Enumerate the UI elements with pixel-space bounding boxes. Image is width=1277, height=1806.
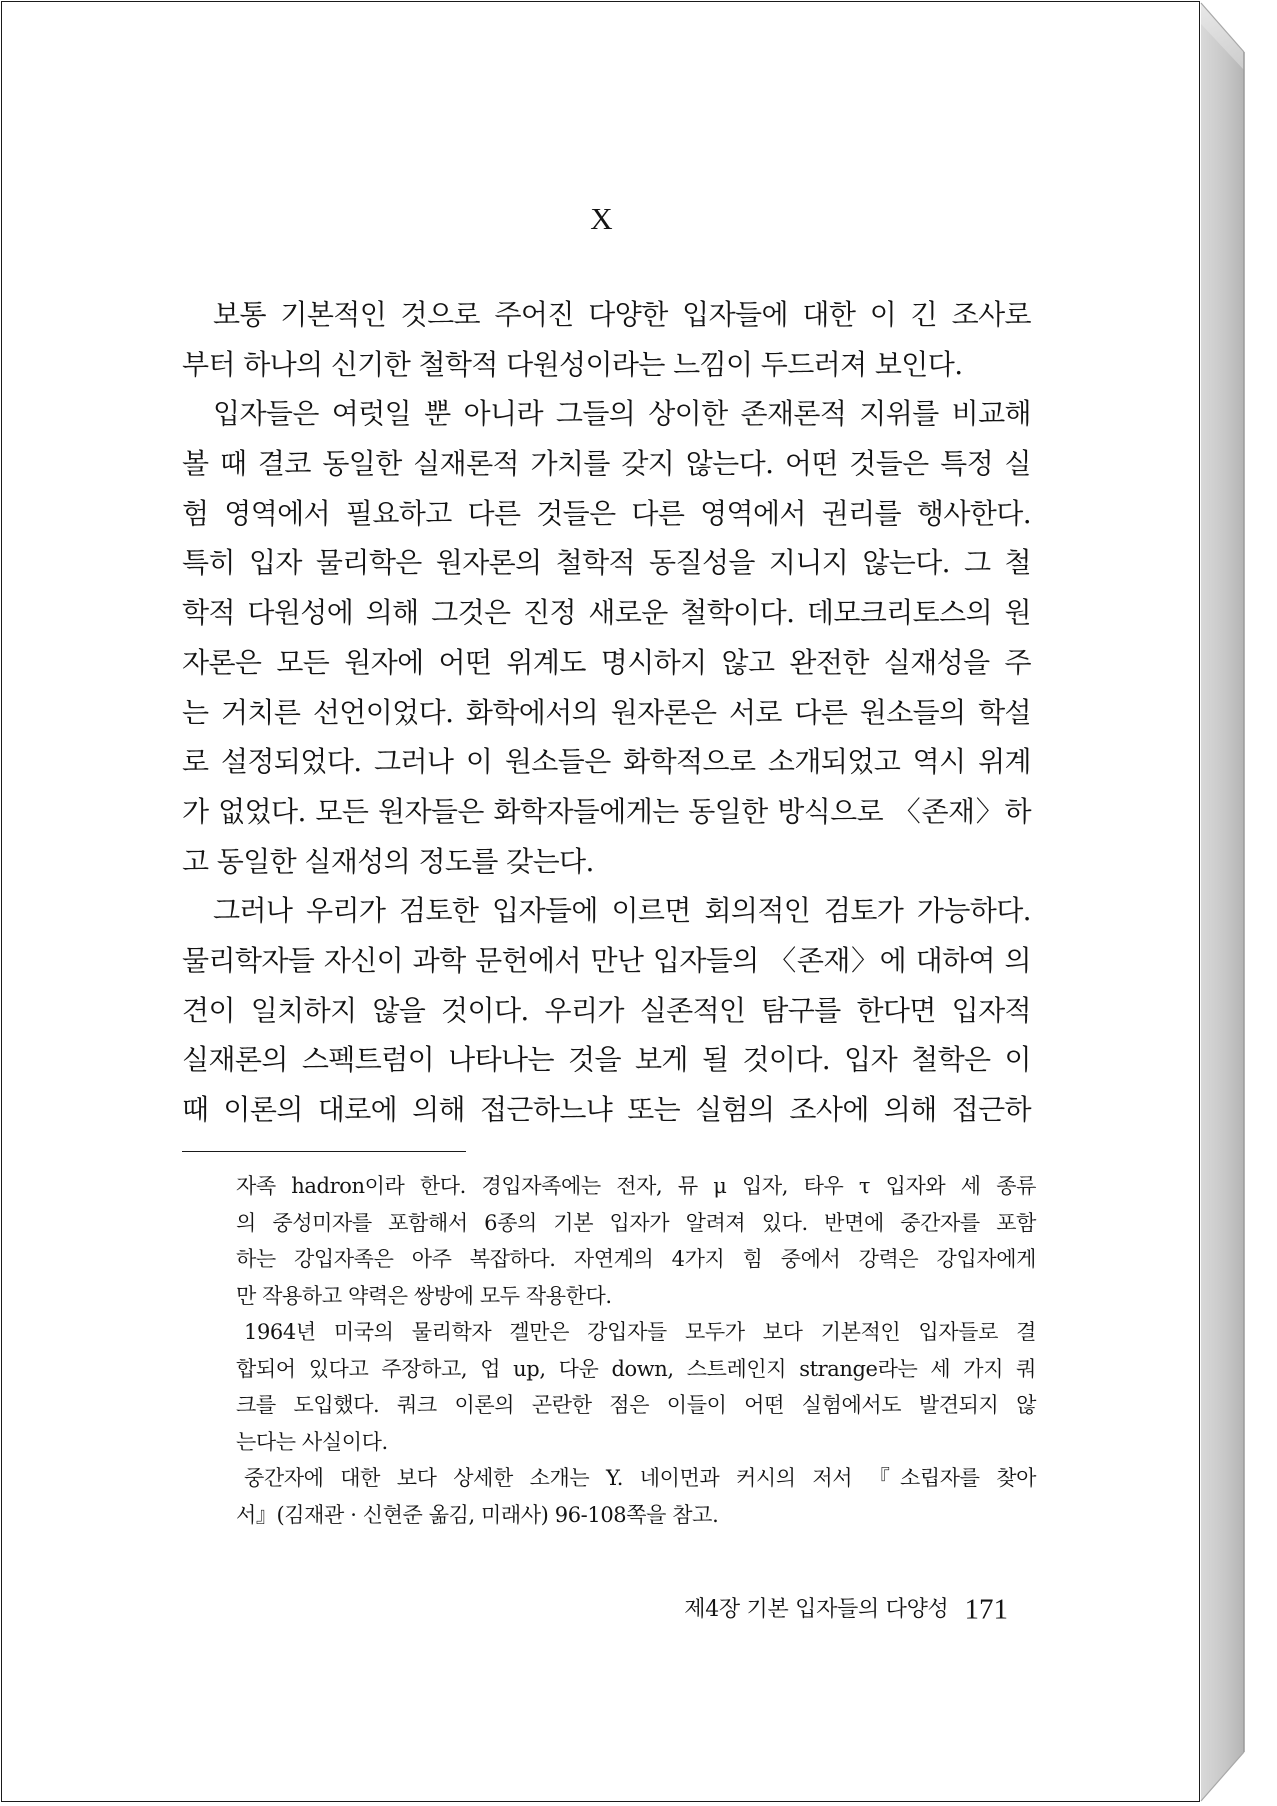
text-line: 험 영역에서 필요하고 다른 것들은 다른 영역에서 권리를 행사한다.: [182, 496, 1031, 530]
text-line: 볼 때 결코 동일한 실재론적 가치를 갖지 않는다. 어떤 것들은 특정 실: [182, 447, 1031, 481]
text-line: 때 이론의 대로에 의해 접근하느냐 또는 실험의 조사에 의해 접근하: [182, 1093, 1031, 1126]
paragraph: [182, 389, 1031, 886]
footnote-line: 의 중성미자를 포함해서 6종의 기본 입자가 알려져 있다. 반면에 중간자를 포함: [236, 1210, 1036, 1235]
text-line: 고 동일한 실재성의 정도를 갖는다.: [182, 844, 594, 878]
text-line: 가 없었다. 모든 원자들은 화학자들에게는 동일한 방식으로 〈존재〉하: [182, 794, 1031, 828]
text-line: 자론은 모든 원자에 어떤 위계도 명시하지 않고 완전한 실재성을 주: [182, 645, 1031, 679]
footnote: [236, 1314, 1036, 1460]
body-text: [182, 290, 1031, 1135]
footnotes: [236, 1168, 1036, 1533]
footnote: [236, 1168, 1036, 1314]
page-edge-top: [1201, 3, 1244, 70]
footnote-line: 만 작용하고 약력은 쌍방에 모두 작용한다.: [236, 1283, 612, 1308]
footnote-line: 합되어 있다고 주장하고, 업 up, 다운 down, 스트레인지 strange라는 세 가지 쿼: [236, 1356, 1036, 1381]
footnote-line: 자족 hadron이라 한다. 경입자족에는 전자, 뮤 μ 입자, 타우 τ 입자와 세 종류: [236, 1174, 1036, 1198]
footnote-line: 서』(김재관 · 신현준 옮김, 미래사) 96-108쪽을 참고.: [236, 1502, 719, 1527]
footnote-divider: [182, 1151, 466, 1152]
text-line: 학적 다원성에 의해 그것은 진정 새로운 철학이다. 데모크리토스의 원: [182, 596, 1031, 630]
page-edge-side: [1201, 3, 1244, 1801]
text-line: 입자들은 여럿일 뿐 아니라 그들의 상이한 존재론적 지위를 비교해: [213, 397, 1031, 431]
paragraph: [182, 886, 1031, 1134]
text-line: 견이 일치하지 않을 것이다. 우리가 실존적인 탐구를 한다면 입자적: [182, 993, 1031, 1027]
section-number: X: [590, 201, 613, 236]
footnote-line: 크를 도입했다. 쿼크 이론의 곤란한 점은 이들이 어떤 실험에서도 발견되지 않: [236, 1393, 1036, 1417]
text-line: 부터 하나의 신기한 철학적 다원성이라는 느낌이 두드러져 보인다.: [182, 347, 963, 381]
text-line: 보통 기본적인 것으로 주어진 다양한 입자들에 대한 이 긴 조사로: [213, 298, 1031, 331]
page-number: 171: [964, 1593, 1008, 1626]
footnote-line: 하는 강입자족은 아주 복잡하다. 자연계의 4가지 힘 중에서 강력은 강입자에게: [236, 1247, 1036, 1271]
footnote: [236, 1460, 1036, 1533]
text-line: 그러나 우리가 검토한 입자들에 이르면 회의적인 검토가 가능하다.: [213, 894, 1031, 928]
text-line: 는 거치른 선언이었다. 화학에서의 원자론은 서로 다른 원소들의 학설: [182, 695, 1031, 729]
text-line: 로 설정되었다. 그러나 이 원소들은 화학적으로 소개되었고 역시 위계: [182, 745, 1031, 779]
footnote-line: 는다는 사실이다.: [236, 1429, 388, 1454]
footnote-line: 중간자에 대한 보다 상세한 소개는 Y. 네이먼과 커시의 저서 『소립자를 찾아: [244, 1466, 1036, 1490]
text-line: 물리학자들 자신이 과학 문헌에서 만난 입자들의 〈존재〉에 대하여 의: [182, 943, 1031, 977]
text-line: 특히 입자 물리학은 원자론의 철학적 동질성을 지니지 않는다. 그 철: [182, 546, 1031, 580]
text-line: 실재론의 스펙트럼이 나타나는 것을 보게 될 것이다. 입자 철학은 이: [182, 1043, 1031, 1077]
running-head: 제4장 기본 입자들의 다양성: [684, 1596, 949, 1622]
page-footer: [684, 1589, 1008, 1629]
footnote-line: 1964년 미국의 물리학자 겔만은 강입자들 모두가 보다 기본적인 입자들로 결: [244, 1320, 1036, 1344]
paragraph: [182, 290, 1031, 389]
